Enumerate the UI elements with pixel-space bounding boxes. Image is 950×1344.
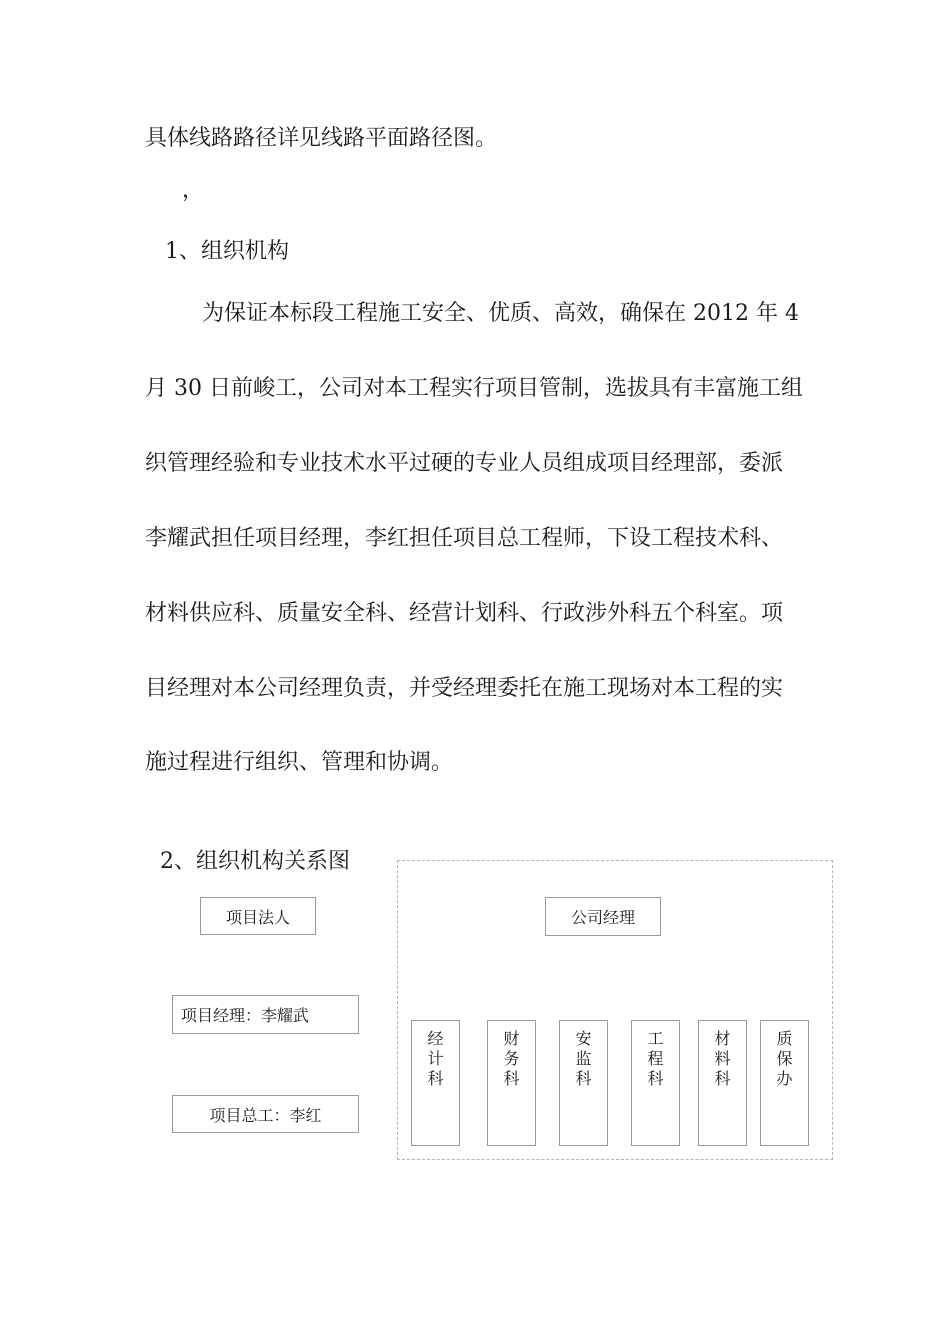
department-char: 保 <box>776 1049 793 1068</box>
department-char: 科 <box>575 1069 592 1088</box>
paragraph-line: 为保证本标段工程施工安全、优质、高效，确保在 2012 年 4 <box>202 301 799 326</box>
project-manager-label: 项目经理：李耀武 <box>181 1006 310 1025</box>
department-box-materials <box>698 1020 747 1146</box>
department-char: 务 <box>503 1049 520 1068</box>
project-manager-box <box>172 995 359 1034</box>
section-heading-organization: 1、组织机构 <box>165 239 289 264</box>
department-box-engineering <box>631 1020 680 1146</box>
department-char: 监 <box>575 1049 592 1068</box>
paragraph-line: 施过程进行组织、管理和协调。 <box>145 750 454 775</box>
department-box-finance <box>487 1020 536 1146</box>
department-char: 科 <box>647 1069 664 1088</box>
department-char: 财 <box>503 1029 520 1048</box>
paragraph-line: 材料供应科、质量安全科、经营计划科、行政涉外科五个科室。项 <box>145 601 784 626</box>
department-char: 安 <box>575 1029 592 1048</box>
department-char: 工 <box>647 1029 664 1048</box>
company-manager-box <box>545 897 661 936</box>
department-char: 程 <box>647 1049 664 1068</box>
department-box-safety <box>559 1020 608 1146</box>
department-char: 经 <box>427 1029 444 1048</box>
department-box-planning <box>411 1020 460 1146</box>
department-char: 计 <box>427 1049 444 1068</box>
department-char: 办 <box>776 1069 793 1088</box>
paragraph-line: 李耀武担任项目经理，李红担任项目总工程师，下设工程技术科、 <box>145 526 784 551</box>
intro-line: 具体线路路径详见线路平面路径图。 <box>145 126 498 151</box>
stray-punctuation: ， <box>182 178 205 203</box>
chief-engineer-box <box>172 1095 359 1133</box>
paragraph-line: 织管理经验和专业技术水平过硬的专业人员组成项目经理部，委派 <box>145 451 784 476</box>
department-char: 科 <box>714 1069 731 1088</box>
department-box-quality <box>760 1020 809 1146</box>
paragraph-line: 目经理对本公司经理负责，并受经理委托在施工现场对本工程的实 <box>145 676 784 701</box>
legal-person-box <box>200 897 316 935</box>
company-manager-label: 公司经理 <box>570 908 635 927</box>
department-char: 料 <box>714 1049 731 1068</box>
department-char: 质 <box>776 1029 793 1048</box>
department-char: 材 <box>714 1029 731 1048</box>
department-char: 科 <box>503 1069 520 1088</box>
section-heading-org-chart: 2、组织机构关系图 <box>160 849 350 874</box>
department-char: 科 <box>427 1069 444 1088</box>
chief-engineer-label: 项目总工：李红 <box>209 1105 322 1125</box>
paragraph-line: 月 30 日前峻工，公司对本工程实行项目管制，选拔具有丰富施工组 <box>145 376 803 401</box>
legal-person-label: 项目法人 <box>225 907 290 927</box>
